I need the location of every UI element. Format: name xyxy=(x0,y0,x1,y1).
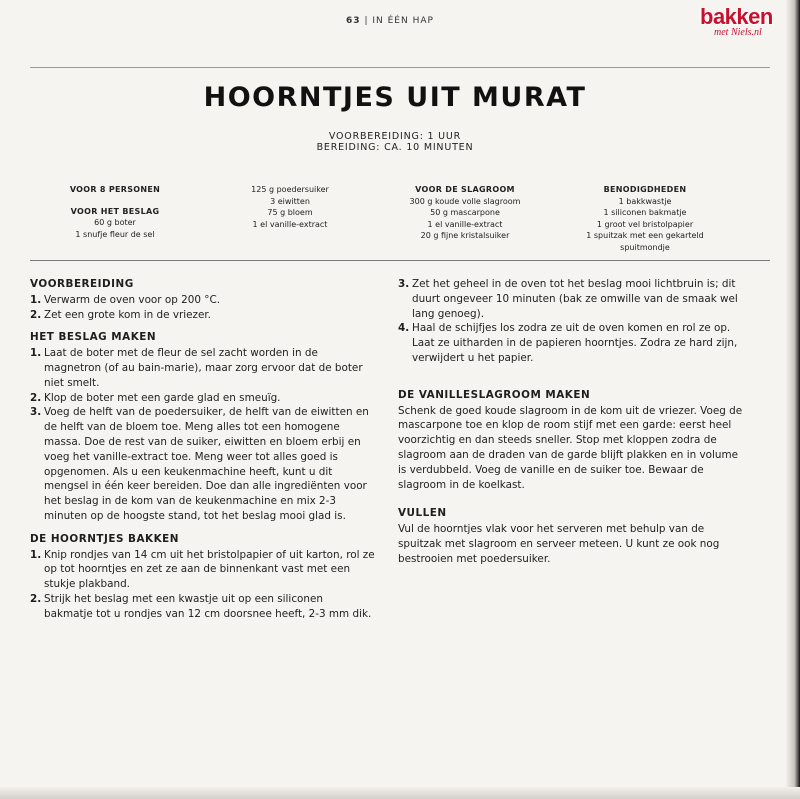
step-text: Strijk het beslag met een kwastje uit op een siliconen bakmatje tot u rondjes van 12 cm doorsnee heeft, 2-3 mm dik. xyxy=(44,592,372,620)
step-text: Verwarm de oven voor op 200 °C. xyxy=(44,293,221,306)
section-heading: DE VANILLESLAGROOM MAKEN xyxy=(398,388,591,401)
ingredient-item: 20 g fijne kristalsuiker xyxy=(420,231,510,240)
page-edge-shadow xyxy=(786,0,800,799)
ingredients-col-2 xyxy=(215,184,365,230)
prep-time: VOORBEREIDING: 1 UUR xyxy=(328,131,462,142)
step xyxy=(30,592,375,622)
step-text: Haal de schijfjes los zodra ze uit de oven komen en rol ze op. Laat ze uitharden in de papieren hoorntjes. Zodra ze hard zijn, verwijdert u het papier. xyxy=(412,322,738,364)
servings-heading: VOOR 8 PERSONEN xyxy=(69,185,161,194)
step xyxy=(30,405,375,523)
step-number: 1. xyxy=(30,347,42,360)
section-heading: HET BESLAG MAKEN xyxy=(30,331,157,344)
step-number: 3. xyxy=(398,278,410,290)
ingredients-col-3 xyxy=(385,184,545,242)
equipment-item: 1 spuitzak met een gekarteld xyxy=(586,231,704,240)
step-text: Klop de boter met een garde glad en smeuïg. xyxy=(44,391,281,404)
section-heading: VOORBEREIDING xyxy=(30,278,134,290)
ingredient-item: 3 eiwitten xyxy=(270,196,310,206)
running-head xyxy=(300,16,480,26)
watermark-logo xyxy=(700,6,790,38)
equipment-item: 1 groot vel bristolpapier xyxy=(596,219,694,229)
ingredient-item: 1 el vanille-extract xyxy=(427,219,503,229)
step-number: 1. xyxy=(30,548,42,561)
step xyxy=(398,277,743,321)
equipment-heading: BENODIGDHEDEN xyxy=(603,185,687,194)
running-head-separator: | xyxy=(364,16,373,26)
step-number: 1. xyxy=(30,293,42,306)
cream-heading: VOOR DE SLAGROOM xyxy=(415,185,515,194)
logo-main-text: bakken xyxy=(700,4,773,29)
ingredient-item: 300 g koude volle slagroom xyxy=(409,196,521,206)
step xyxy=(30,308,375,323)
step xyxy=(30,548,375,592)
ingredient-item: 125 g poedersuiker xyxy=(251,185,329,194)
ingredient-item: 50 g mascarpone xyxy=(430,208,500,217)
ingredient-item: 1 snufje fleur de sel xyxy=(75,229,155,239)
section-heading: VULLEN xyxy=(398,507,447,520)
ingredients-divider xyxy=(30,260,770,261)
step-number: 2. xyxy=(30,308,42,321)
step-text: Zet een grote kom in de vriezer. xyxy=(44,308,211,321)
step-number: 4. xyxy=(398,322,410,335)
batter-heading: VOOR HET BESLAG xyxy=(70,206,160,216)
step xyxy=(30,293,375,308)
spacer xyxy=(40,196,190,206)
instructions-left-column xyxy=(30,277,375,622)
step-number: 2. xyxy=(30,391,42,404)
step-text: Laat de boter met de fleur de sel zacht worden in de magnetron (of au bain-marie), maar zorg ervoor dat de boter niet smelt. xyxy=(44,347,363,389)
step-text: Knip rondjes van 14 cm uit het bristolpapier of uit karton, rol ze op tot hoorntjes en zet ze aan de binnenkant vast met een stukje plakband. xyxy=(44,548,375,591)
top-divider xyxy=(30,67,770,68)
ingredients-col-1 xyxy=(40,184,190,240)
step xyxy=(30,391,375,406)
logo-sub-text: met Niels.nl xyxy=(714,27,762,38)
chapter-name: IN ÉÉN HAP xyxy=(372,16,434,26)
recipe-title: HOORNTJES UIT MURAT xyxy=(203,82,587,113)
instructions-right-column xyxy=(398,277,743,567)
equipment-item: 1 siliconen bakmatje xyxy=(603,208,687,217)
section-heading: DE HOORNTJES BAKKEN xyxy=(30,532,179,545)
page-number: 63 xyxy=(346,16,361,26)
cook-time: BEREIDING: CA. 10 MINUTEN xyxy=(316,142,474,153)
step-number: 2. xyxy=(30,592,42,605)
step xyxy=(398,321,743,365)
ingredient-item: 1 el vanille-extract xyxy=(252,219,328,229)
ingredient-item: 60 g boter xyxy=(94,218,136,227)
step xyxy=(30,346,375,390)
ingredients-col-4 xyxy=(560,184,730,253)
step-text: Zet het geheel in de oven tot het beslag mooi lichtbruin is; dit duurt ongeveer 10 minuten (bak ze omwille van de smaak wel lang genoeg). xyxy=(412,278,738,320)
ingredient-item: 75 g bloem xyxy=(267,208,313,217)
equipment-item: 1 bakkwastje xyxy=(618,196,672,206)
section-paragraph: Schenk de goed koude slagroom in de kom uit de vriezer. Voeg de mascarpone toe en klop de room stijf met een garde: eerst heel voorzichtig en dan steeds sneller. Stop met kloppen zodra de slagroom aan de draden van de garde blijft plakken en in volume is verdubbeld. Voeg de vanille en de suiker toe. Bewaar de slagroom in de koelkast. xyxy=(398,404,743,491)
page-bottom-edge xyxy=(0,787,800,799)
prep-times xyxy=(0,131,790,153)
section-paragraph: Vul de hoorntjes vlak voor het serveren met behulp van de spuitzak met slagroom en serveer meteen. U kunt ze ook nog bestrooien met poedersuiker. xyxy=(398,523,720,565)
step-number: 3. xyxy=(30,406,42,419)
step-text: Voeg de helft van de poedersuiker, de helft van de eiwitten en de helft van de bloem toe. Meng alles tot een homogene massa. Doe de rest van de suiker, eiwitten en bloem erbij en voeg het vanille-extract toe. Meng weer tot alles goed is opgenomen. Als u een keukenmachine heeft, kunt u dit mengsel in één keer bereiden. Doe dan alle ingrediënten voor het beslag in de kom van de keukenmachine en mix 2-3 minuten op de hoogste stand, tot het beslag mooi glad is. xyxy=(44,406,369,522)
equipment-item: spuitmondje xyxy=(620,242,670,252)
